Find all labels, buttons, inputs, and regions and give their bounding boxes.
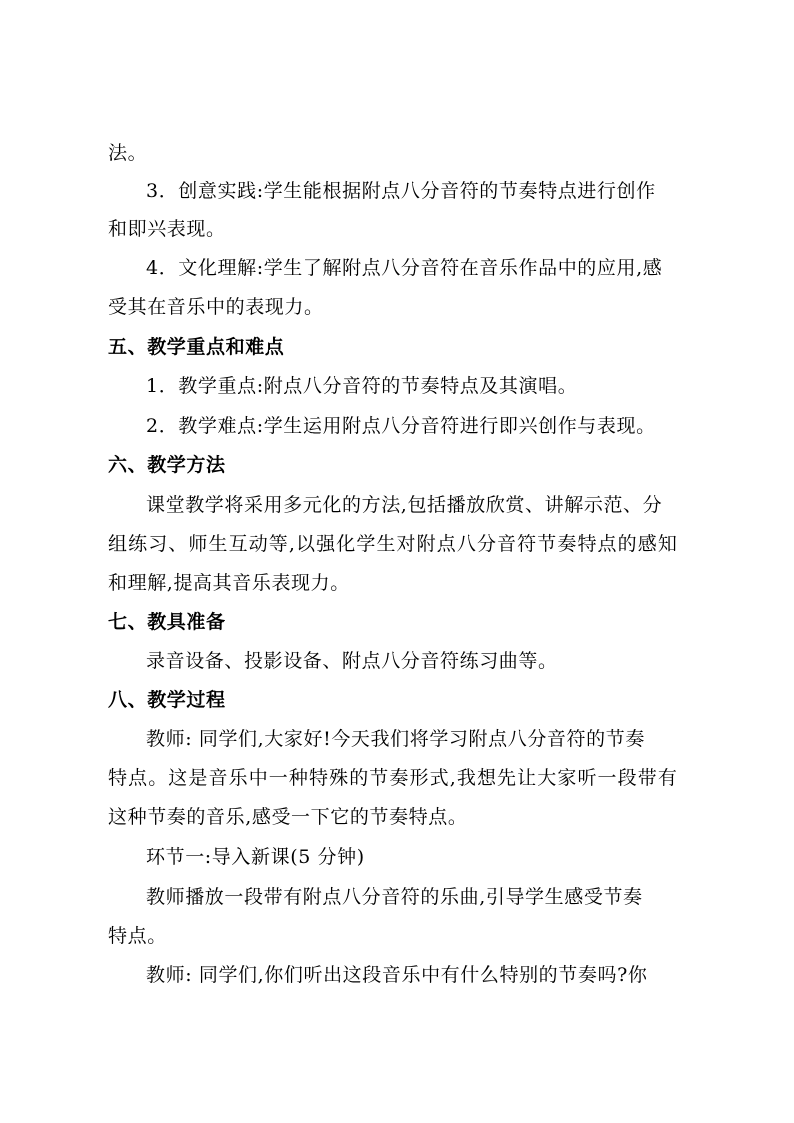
section-heading-6: 六、教学方法 [108,454,226,476]
teacher-speech-line-2: 特点。这是音乐中一种特殊的节奏形式,我想先让大家听一段带有 [108,767,678,789]
difficult-point-line: 2．教学难点:学生运用附点八分音符进行即兴创作与表现。 [146,415,656,437]
stage-one-line-2: 特点。 [108,925,167,947]
method-line-1: 课堂教学将采用多元化的方法,包括播放欣赏、讲解示范、分 [146,494,663,516]
teacher-speech-line-1: 教师: 同学们,大家好!今天我们将学习附点八分音符的节奏 [146,728,645,750]
method-line-3: 和理解,提高其音乐表现力。 [108,572,350,594]
section-heading-8: 八、教学过程 [108,689,226,711]
paragraph-line: 法。 [108,142,148,164]
objective-3-line-2: 和即兴表现。 [108,218,226,240]
key-point-line: 1．教学重点:附点八分音符的节奏特点及其演唱。 [146,375,578,397]
objective-3-line-1: 3．创意实践:学生能根据附点八分音符的节奏特点进行创作 [146,180,656,202]
equipment-line: 录音设备、投影设备、附点八分音符练习曲等。 [146,650,558,672]
method-line-2: 组练习、师生互动等,以强化学生对附点八分音符节奏特点的感知 [108,533,678,555]
section-heading-7: 七、教具准备 [108,611,226,633]
objective-4-line-1: 4．文化理解:学生了解附点八分音符在音乐作品中的应用,感 [146,257,663,279]
teacher-question-line: 教师: 同学们,你们听出这段音乐中有什么特别的节奏吗?你 [146,964,648,986]
stage-one-title: 环节一:导入新课(5 分钟) [146,846,365,868]
objective-4-line-2: 受其在音乐中的表现力。 [108,296,324,318]
teacher-speech-line-3: 这种节奏的音乐,感受一下它的节奏特点。 [108,806,468,828]
section-heading-5: 五、教学重点和难点 [108,336,285,358]
stage-one-line-1: 教师播放一段带有附点八分音符的乐曲,引导学生感受节奏 [146,886,643,908]
